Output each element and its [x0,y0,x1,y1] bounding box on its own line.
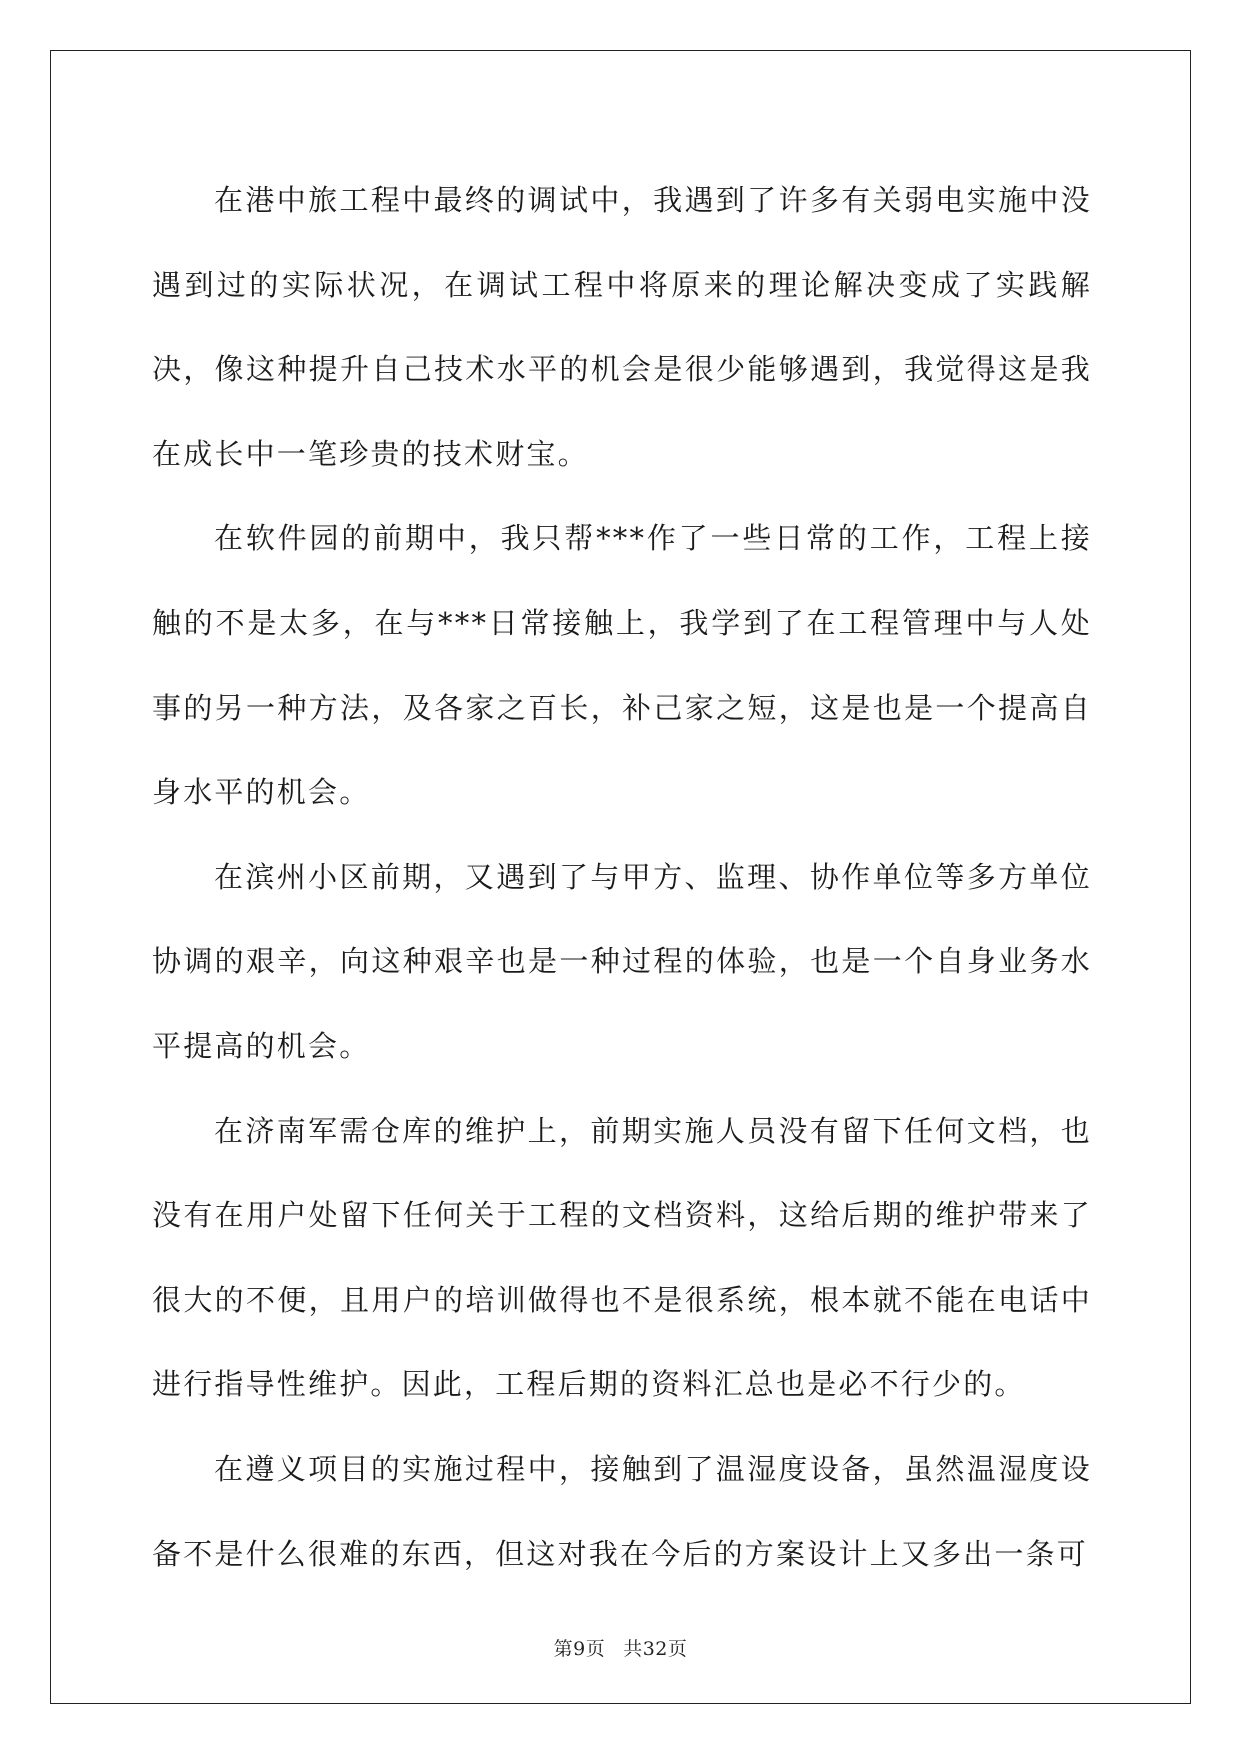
page-footer [0,1634,1241,1661]
paragraph: 在济南军需仓库的维护上，前期实施人员没有留下任何文档，也没有在用户处留下任何关于工程的文档资料，这给后期的维护带来了很大的不便，且用户的培训做得也不是很系统，根本就不能在电话中进行指导性维护。因此，工程后期的资料汇总也是必不行少的。 [152,1113,1092,1402]
paragraph: 在软件园的前期中，我只帮***作了一些日常的工作，工程上接触的不是太多，在与***日常接触上，我学到了在工程管理中与人处事的另一种方法，及各家之百长，补己家之短，这是也是一个提高自身水平的机会。 [152,521,1092,810]
paragraph: 在港中旅工程中最终的调试中，我遇到了许多有关弱电实施中没遇到过的实际状况，在调试工程中将原来的理论解决变成了实践解决，像这种提升自己技术水平的机会是很少能够遇到，我觉得这是我在成长中一笔珍贵的技术财宝。 [152,183,1092,471]
paragraph: 在遵义项目的实施过程中，接触到了温湿度设备，虽然温湿度设备不是什么很难的东西，但这对我在今后的方案设计上又多出一条可 [152,1451,1092,1571]
page-number: 第9页 [553,1638,606,1660]
paragraph: 在滨州小区前期，又遇到了与甲方、监理、协作单位等多方单位协调的艰辛，向这种艰辛也是一种过程的体验，也是一个自身业务水平提高的机会。 [152,859,1092,1063]
document-body [152,158,1092,1596]
page-total: 共32页 [623,1638,688,1660]
